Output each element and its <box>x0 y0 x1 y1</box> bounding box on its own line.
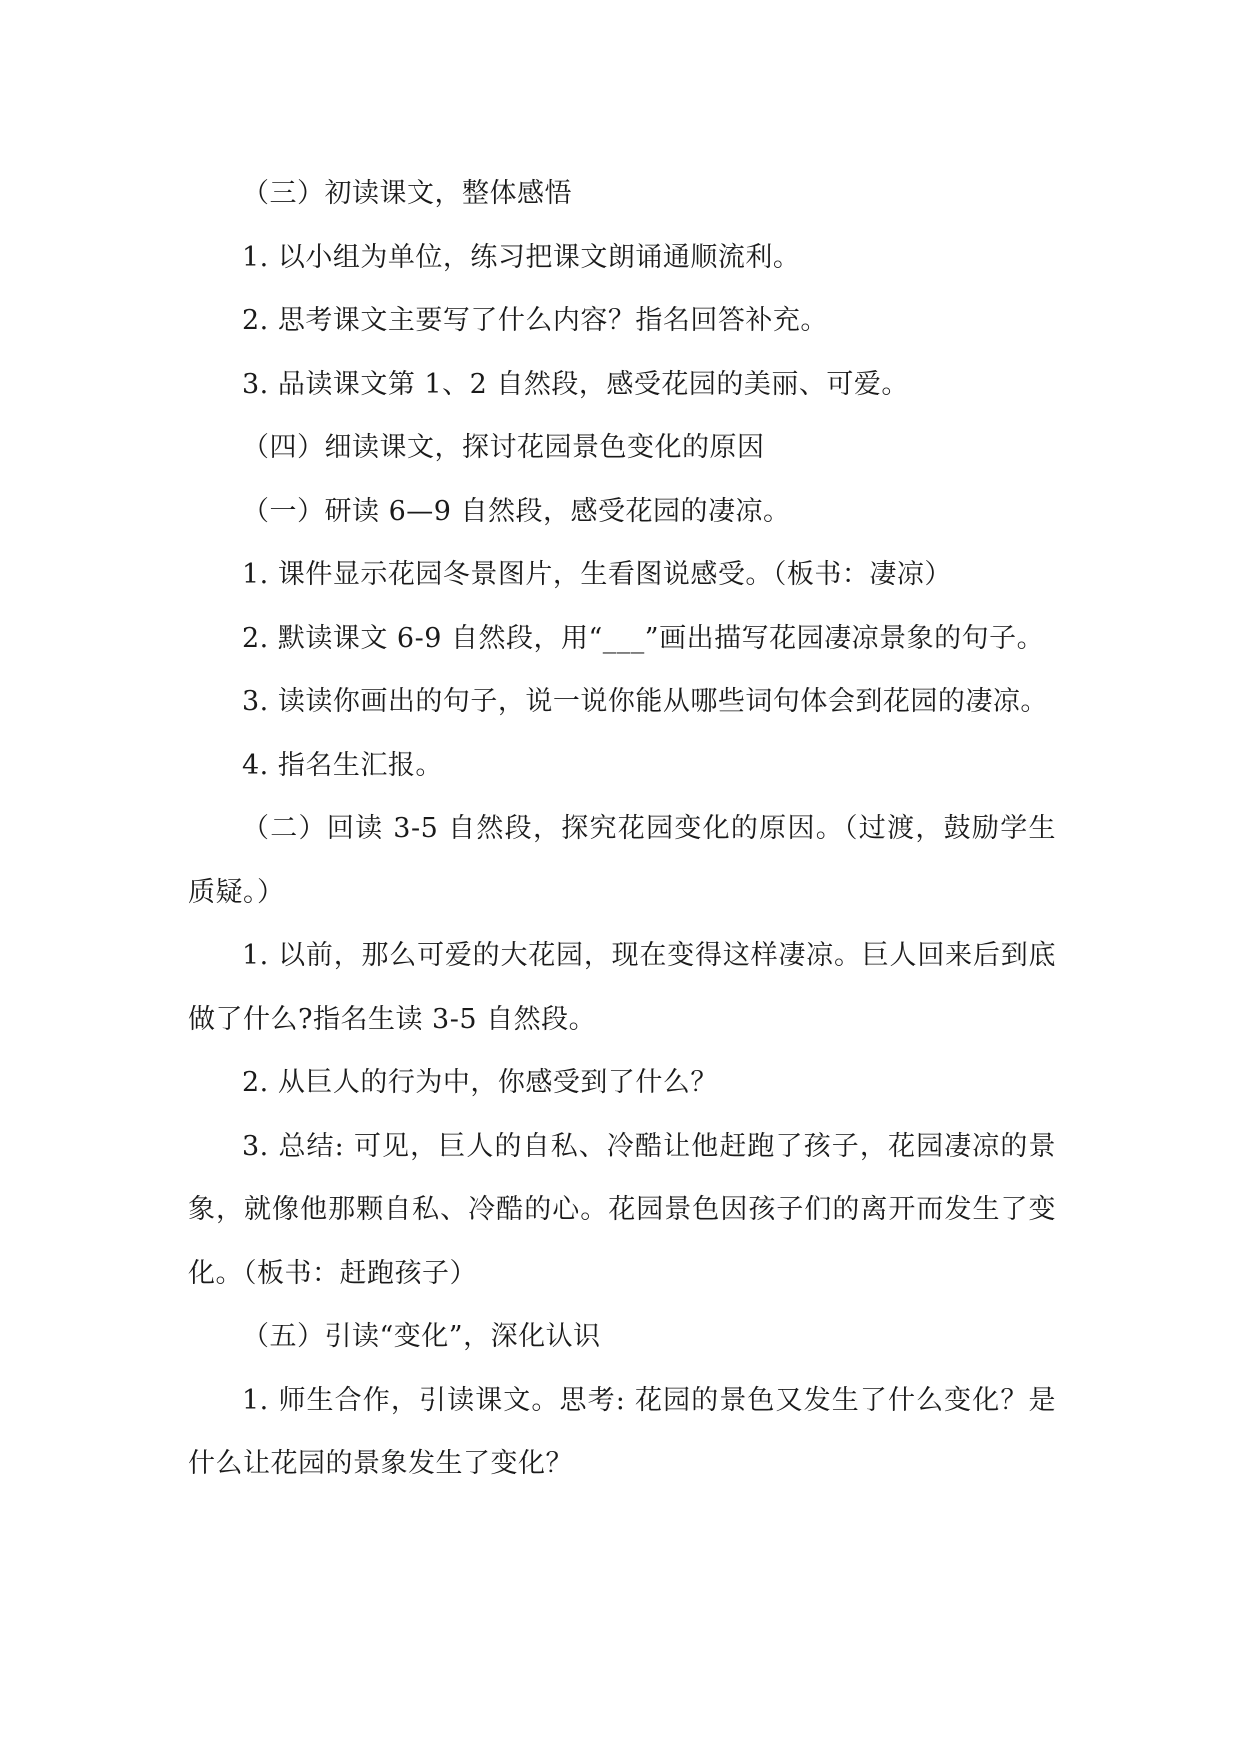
section-heading-3: （三）初读课文，整体感悟 <box>242 178 572 209</box>
paragraph: 2. 默读课文 6-9 自然段，用“___”画出描写花园凄凉景象的句子。 <box>242 622 1045 654</box>
paragraph: 3. 品读课文第 1、2 自然段，感受花园的美丽、可爱。 <box>242 368 909 400</box>
paragraph: 1. 以小组为单位，练习把课文朗诵通顺流利。 <box>242 241 801 273</box>
paragraph: 1. 课件显示花园冬景图片，生看图说感受。（板书：凄凉） <box>242 559 952 590</box>
paragraph: 4. 指名生汇报。 <box>242 749 443 781</box>
subsection-heading-2: （二）回读 3-5 自然段，探究花园变化的原因。（过渡，鼓励学生质疑。） <box>188 813 1056 908</box>
subsection-heading-1: （一）研读 6—9 自然段，感受花园的凄凉。 <box>242 495 791 527</box>
paragraph: 3. 读读你画出的句子，说一说你能从哪些词句体会到花园的凄凉。 <box>242 686 1048 717</box>
paragraph: 1. 师生合作，引读课文。思考: 花园的景色又发生了什么变化？是什么让花园的景象发生了变化？ <box>188 1384 1056 1479</box>
section-heading-4: （四）细读课文，探讨花园景色变化的原因 <box>242 432 765 463</box>
section-heading-5: （五）引读“变化”，深化认识 <box>242 1321 601 1352</box>
paragraph: 2. 思考课文主要写了什么内容？指名回答补充。 <box>242 305 828 336</box>
paragraph: 1. 以前，那么可爱的大花园，现在变得这样凄凉。巨人回来后到底做了什么?指名生读 3-5 自然段。 <box>188 940 1056 1035</box>
paragraph: 3. 总结: 可见，巨人的自私、冷酷让他赶跑了孩子，花园凄凉的景象，就像他那颗自私、冷酷的心。花园景色因孩子们的离开而发生了变化。（板书：赶跑孩子） <box>188 1130 1056 1289</box>
document-body <box>188 162 1056 1496</box>
paragraph: 2. 从巨人的行为中，你感受到了什么？ <box>242 1067 718 1098</box>
